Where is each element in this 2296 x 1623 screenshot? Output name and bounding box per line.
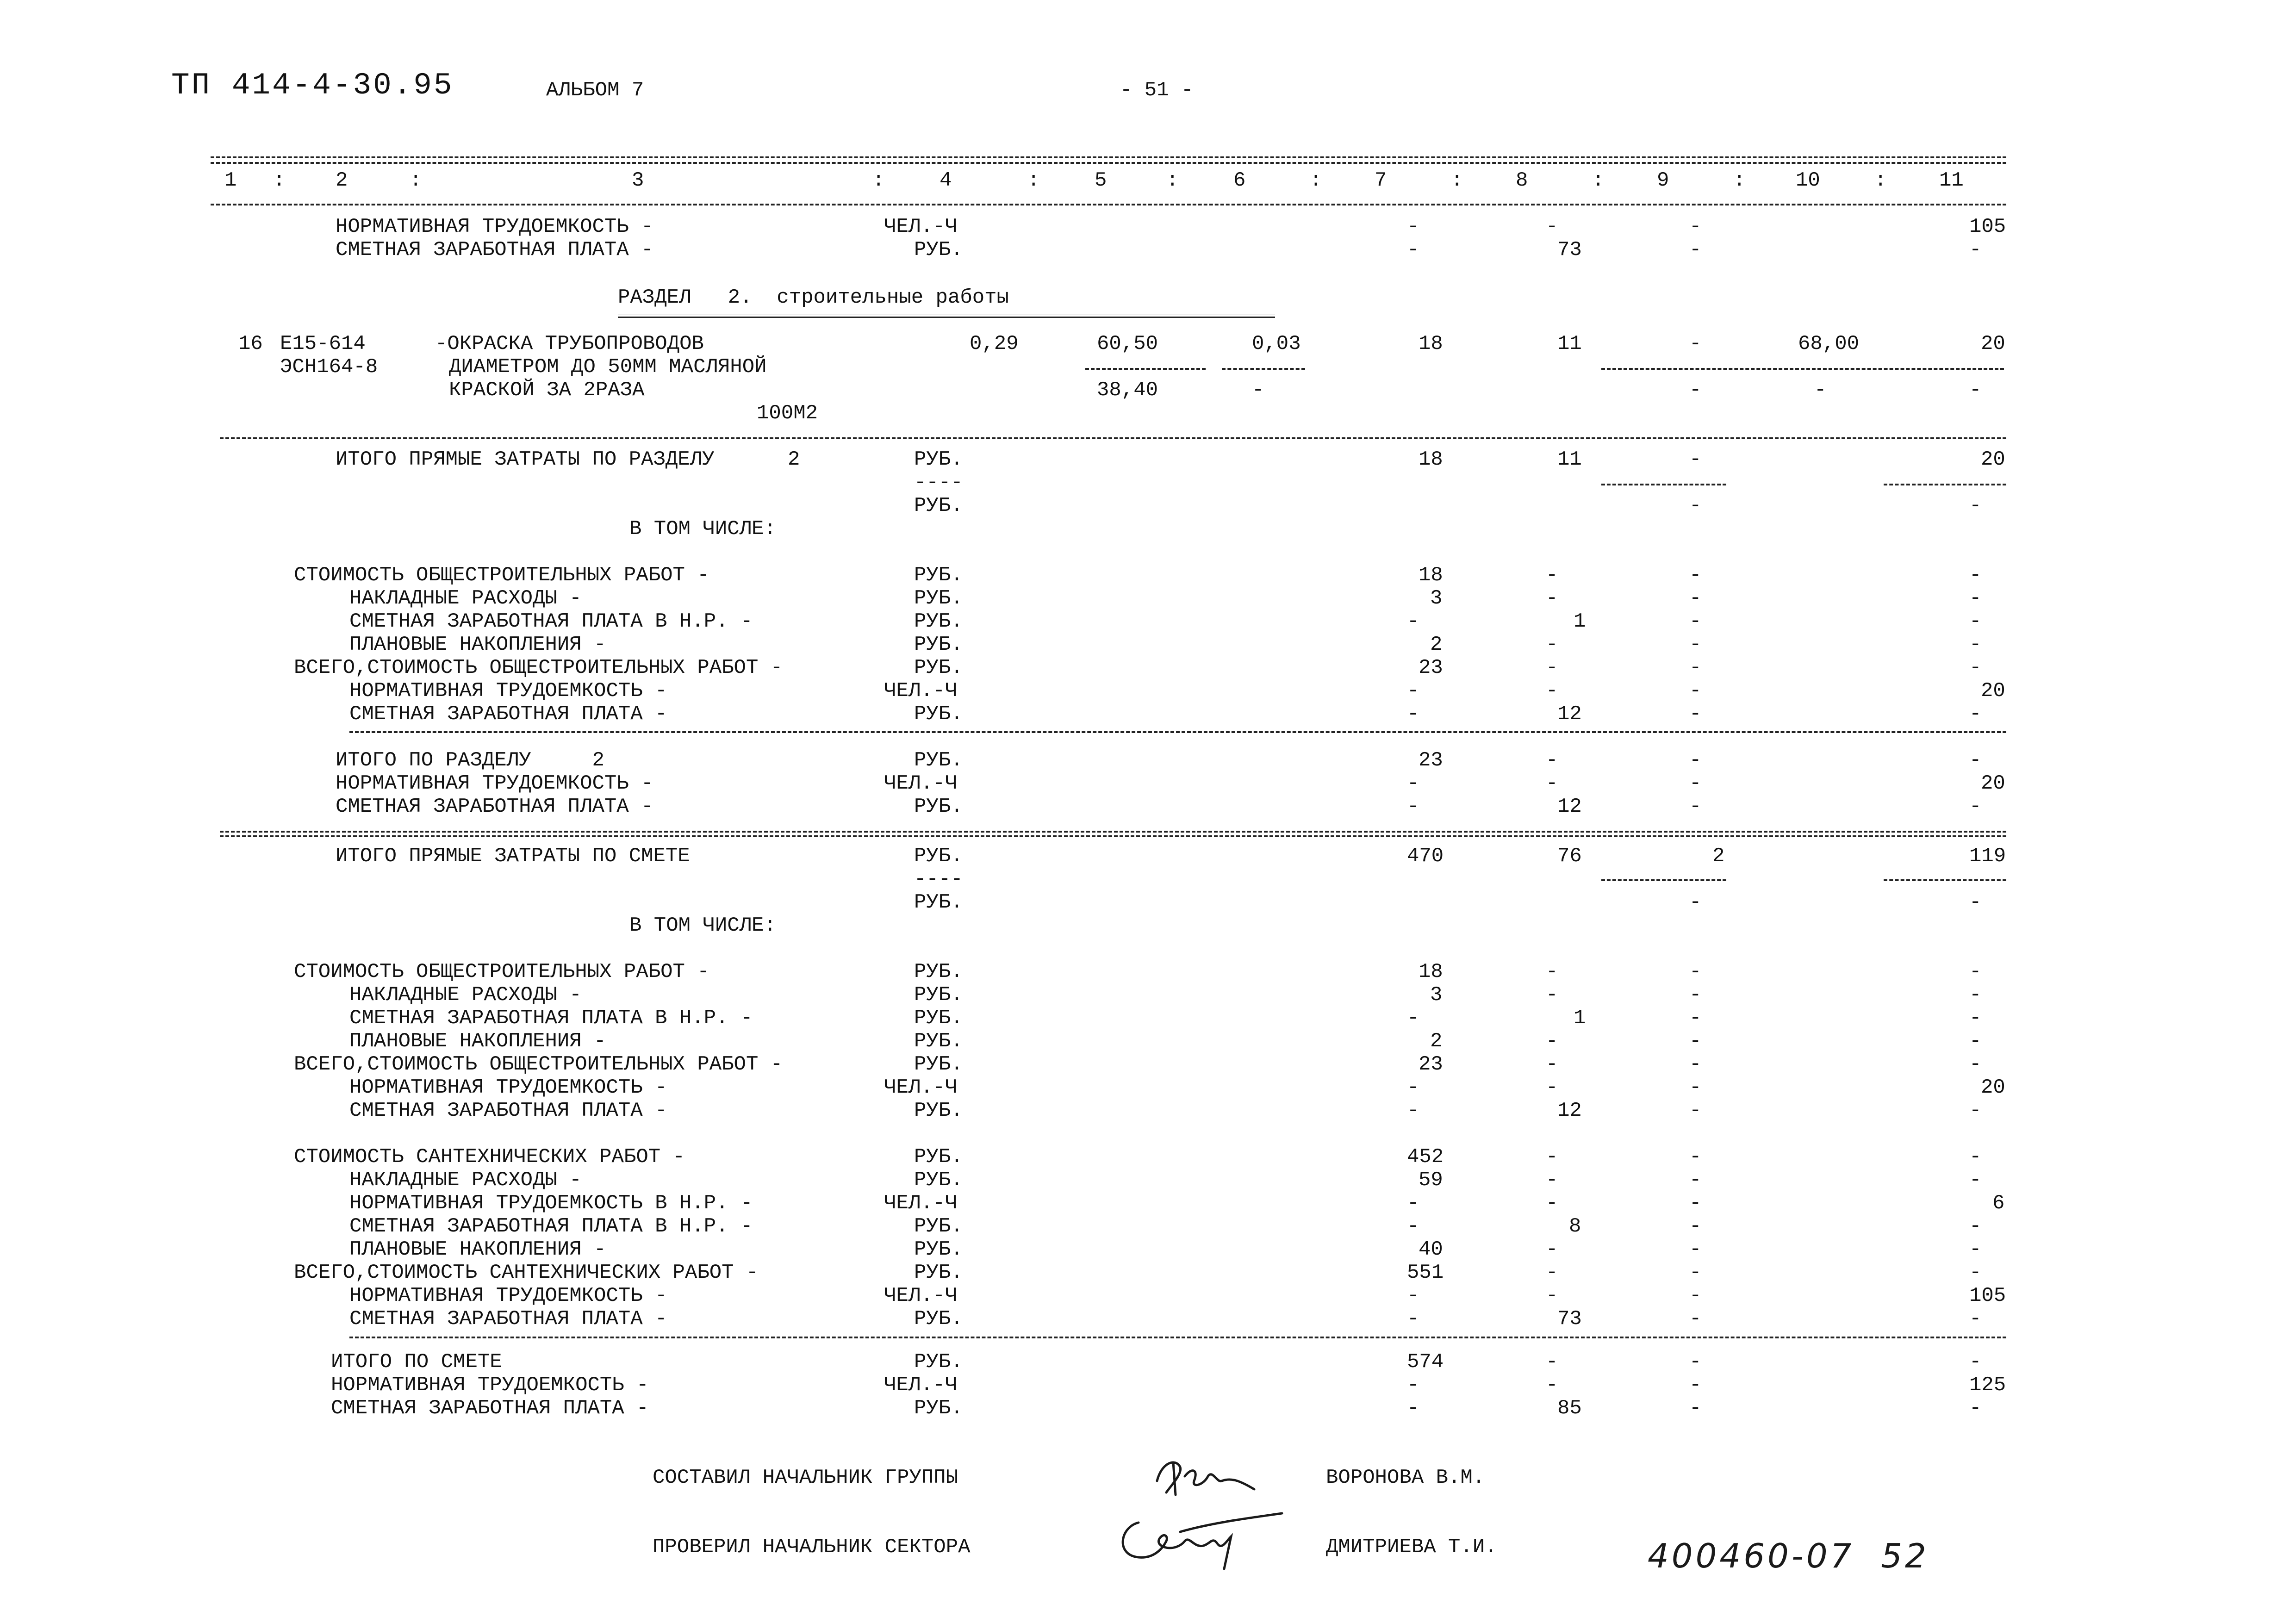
row-label: ИТОГО ПО РАЗДЕЛУ 2: [336, 749, 604, 772]
row-label: СТОИМОСТЬ ОБЩЕСТРОИТЕЛЬНЫХ РАБОТ -: [294, 960, 709, 983]
cell: -: [1689, 1397, 1702, 1420]
row-label: НОРМАТИВНАЯ ТРУДОЕМКОСТЬ -: [331, 1374, 649, 1397]
row-unit: РУБ.: [914, 749, 963, 772]
cell: -: [1969, 1030, 1982, 1053]
cell: 23: [1419, 1053, 1443, 1076]
cell: 68,00: [1798, 332, 1860, 355]
row-divider: [349, 1337, 2006, 1338]
row-unit: ЧЕЛ.-Ч: [884, 1192, 958, 1215]
cell-divider: [1884, 879, 2006, 881]
cell: -: [1689, 749, 1702, 772]
header-bottom-border: [211, 204, 2006, 205]
row-label: НОРМАТИВНАЯ ТРУДОЕМКОСТЬ -: [336, 215, 653, 238]
cell: -: [1689, 1307, 1702, 1331]
col-header-8: 8: [1516, 169, 1528, 192]
row-unit: РУБ.: [914, 448, 963, 471]
col-header-1: 1: [224, 169, 237, 192]
cell: -: [1407, 1099, 1419, 1122]
cell: -: [1689, 772, 1702, 795]
row-unit: РУБ.: [914, 1007, 963, 1030]
cell: -: [1689, 1169, 1702, 1192]
cell: -: [1546, 1030, 1558, 1053]
cell: -: [1969, 1215, 1982, 1238]
cell: 11: [1557, 332, 1582, 355]
row-label: НАКЛАДНЫЕ РАСХОДЫ -: [349, 587, 582, 610]
cell: -: [1407, 238, 1419, 261]
col-header-2: 2: [336, 169, 348, 192]
row-divider: [220, 437, 2006, 439]
cell: 20: [1981, 679, 2005, 703]
cell: -: [1546, 1284, 1558, 1307]
cell: -: [1689, 587, 1702, 610]
row-unit: РУБ.: [914, 656, 963, 679]
cell: -: [1407, 1374, 1419, 1397]
row-label: НАКЛАДНЫЕ РАСХОДЫ -: [349, 983, 582, 1007]
item-number: 16: [238, 332, 263, 355]
cell: -: [1407, 679, 1419, 703]
col-header-11: 11: [1939, 169, 1964, 192]
row-label: ВСЕГО,СТОИМОСТЬ САНТЕХНИЧЕСКИХ РАБОТ -: [294, 1261, 759, 1284]
cell: 2: [1430, 1030, 1443, 1053]
cell: 1: [1574, 1007, 1586, 1030]
cell: -: [1969, 749, 1982, 772]
cell-divider: [1222, 368, 1305, 370]
row-label: ПЛАНОВЫЕ НАКОПЛЕНИЯ -: [349, 1030, 606, 1053]
cell: -: [1689, 1192, 1702, 1215]
cell: -: [1546, 1238, 1558, 1261]
cell: 1: [1574, 610, 1586, 633]
cell: -: [1546, 633, 1558, 656]
item-code: Е15-614: [280, 332, 366, 355]
cell: -: [1689, 891, 1702, 914]
row-unit: РУБ.: [914, 564, 963, 587]
subheading: В ТОМ ЧИСЛЕ:: [629, 517, 776, 541]
cell-divider: [1884, 484, 2006, 485]
cell: 6: [1992, 1192, 2005, 1215]
cell-divider: [1601, 484, 1726, 485]
cell: -: [1689, 379, 1702, 402]
cell: -: [1969, 703, 1982, 726]
cell: -: [1969, 1350, 1982, 1374]
row-unit: ----: [914, 471, 963, 494]
col-sep: :: [1733, 169, 1746, 192]
row-unit: РУБ.: [914, 1099, 963, 1122]
row-label: ПЛАНОВЫЕ НАКОПЛЕНИЯ -: [349, 1238, 606, 1261]
cell: -: [1546, 1350, 1558, 1374]
cell: -: [1407, 1215, 1419, 1238]
album-label: АЛЬБОМ 7: [546, 79, 644, 102]
row-unit: РУБ.: [914, 1030, 963, 1053]
cell: -: [1689, 238, 1702, 261]
row-label: СМЕТНАЯ ЗАРАБОТНАЯ ПЛАТА -: [331, 1397, 649, 1420]
cell: -: [1969, 587, 1982, 610]
row-label: СМЕТНАЯ ЗАРАБОТНАЯ ПЛАТА -: [349, 1307, 667, 1331]
cell: 38,40: [1097, 379, 1158, 402]
cell: -: [1252, 379, 1264, 402]
checked-by-name: ДМИТРИЕВА Т.И.: [1326, 1536, 1497, 1559]
row-unit: ЧЕЛ.-Ч: [884, 1284, 958, 1307]
col-sep: :: [273, 169, 286, 192]
row-unit: РУБ.: [914, 960, 963, 983]
cell: -: [1546, 960, 1558, 983]
cell: 60,50: [1097, 332, 1158, 355]
cell: 12: [1557, 795, 1582, 818]
signature-compiled-icon: [1148, 1449, 1268, 1509]
cell: -: [1969, 1307, 1982, 1331]
cell: -: [1546, 587, 1558, 610]
row-label: НОРМАТИВНАЯ ТРУДОЕМКОСТЬ -: [336, 772, 653, 795]
cell: -: [1407, 1307, 1419, 1331]
row-unit: РУБ.: [914, 795, 963, 818]
row-unit: РУБ.: [914, 891, 963, 914]
cell: -: [1689, 1215, 1702, 1238]
cell: -: [1546, 1076, 1558, 1099]
cell: 40: [1419, 1238, 1443, 1261]
cell: -: [1969, 656, 1982, 679]
cell: 20: [1981, 1076, 2005, 1099]
cell: -: [1546, 215, 1558, 238]
item-description: КРАСКОЙ ЗА 2РАЗА: [449, 379, 645, 402]
col-header-4: 4: [940, 169, 952, 192]
row-label: ВСЕГО,СТОИМОСТЬ ОБЩЕСТРОИТЕЛЬНЫХ РАБОТ -: [294, 656, 783, 679]
cell: -: [1407, 772, 1419, 795]
cell: -: [1689, 1238, 1702, 1261]
cell: -: [1969, 494, 1982, 517]
cell: -: [1969, 960, 1982, 983]
row-label: СМЕТНАЯ ЗАРАБОТНАЯ ПЛАТА -: [349, 703, 667, 726]
cell: 18: [1419, 332, 1443, 355]
row-label: НАКЛАДНЫЕ РАСХОДЫ -: [349, 1169, 582, 1192]
cell: -: [1969, 379, 1982, 402]
cell: -: [1969, 1053, 1982, 1076]
cell: -: [1689, 610, 1702, 633]
cell: 551: [1407, 1261, 1444, 1284]
cell-divider: [1601, 368, 2004, 370]
cell: -: [1689, 679, 1702, 703]
row-unit: РУБ.: [914, 1261, 963, 1284]
row-divider: [349, 731, 2006, 733]
cell: 73: [1557, 1307, 1582, 1331]
cell: 12: [1557, 703, 1582, 726]
cell: -: [1969, 1238, 1982, 1261]
col-header-9: 9: [1657, 169, 1669, 192]
row-unit: РУБ.: [914, 633, 963, 656]
cell: -: [1407, 703, 1419, 726]
cell: -: [1689, 795, 1702, 818]
cell: -: [1407, 610, 1419, 633]
col-sep: :: [1310, 169, 1322, 192]
cell: 105: [1969, 1284, 2006, 1307]
row-label: НОРМАТИВНАЯ ТРУДОЕМКОСТЬ -: [349, 679, 667, 703]
cell: 3: [1430, 983, 1443, 1007]
cell: -: [1689, 960, 1702, 983]
cell: -: [1546, 679, 1558, 703]
col-sep: :: [872, 169, 885, 192]
item-description: ДИАМЕТРОМ ДО 50ММ МАСЛЯНОЙ: [449, 355, 767, 379]
cell: -: [1969, 1397, 1982, 1420]
row-label: ИТОГО ПО СМЕТЕ: [331, 1350, 502, 1374]
row-label: СМЕТНАЯ ЗАРАБОТНАЯ ПЛАТА -: [336, 795, 653, 818]
row-unit: ЧЕЛ.-Ч: [884, 215, 958, 238]
cell: 76: [1557, 845, 1582, 868]
cell: -: [1407, 795, 1419, 818]
row-label: НОРМАТИВНАЯ ТРУДОЕМКОСТЬ -: [349, 1284, 667, 1307]
cell: -: [1546, 772, 1558, 795]
cell: -: [1407, 1397, 1419, 1420]
cell: -: [1969, 1145, 1982, 1169]
cell: 23: [1419, 656, 1443, 679]
row-unit: РУБ.: [914, 238, 963, 261]
table-top-border: [211, 156, 2006, 158]
row-unit: РУБ.: [914, 1397, 963, 1420]
row-unit: РУБ.: [914, 845, 963, 868]
cell: 452: [1407, 1145, 1444, 1169]
cell: -: [1689, 983, 1702, 1007]
cell: -: [1689, 1053, 1702, 1076]
cell: -: [1969, 238, 1982, 261]
cell: -: [1969, 1261, 1982, 1284]
cell: -: [1546, 749, 1558, 772]
cell: -: [1407, 1007, 1419, 1030]
row-divider: [220, 835, 2006, 837]
cell: -: [1546, 656, 1558, 679]
item-code: ЭСН164-8: [280, 355, 378, 379]
cell: -: [1814, 379, 1827, 402]
row-label: СТОИМОСТЬ ОБЩЕСТРОИТЕЛЬНЫХ РАБОТ -: [294, 564, 709, 587]
cell: -: [1689, 1007, 1702, 1030]
cell: -: [1407, 215, 1419, 238]
row-unit: РУБ.: [914, 1169, 963, 1192]
document-code: ТП 414-4-30.95: [171, 68, 454, 103]
cell-divider: [1085, 368, 1206, 370]
compiled-by-label: СОСТАВИЛ НАЧАЛЬНИК ГРУППЫ: [653, 1466, 958, 1489]
cell: 85: [1557, 1397, 1582, 1420]
row-unit: РУБ.: [914, 1215, 963, 1238]
col-sep: :: [1874, 169, 1887, 192]
cell: -: [1546, 1374, 1558, 1397]
col-header-3: 3: [632, 169, 644, 192]
checked-by-label: ПРОВЕРИЛ НАЧАЛЬНИК СЕКТОРА: [653, 1536, 971, 1559]
archive-number: 400460-07 52: [1648, 1536, 1929, 1575]
col-sep: :: [410, 169, 422, 192]
cell: -: [1546, 983, 1558, 1007]
row-label: СМЕТНАЯ ЗАРАБОТНАЯ ПЛАТА В Н.Р. -: [349, 610, 753, 633]
cell: -: [1689, 448, 1702, 471]
cell: 574: [1407, 1350, 1444, 1374]
cell: -: [1546, 1192, 1558, 1215]
cell: 125: [1969, 1374, 2006, 1397]
cell: -: [1689, 1030, 1702, 1053]
row-unit: РУБ.: [914, 1307, 963, 1331]
cell: -: [1407, 1076, 1419, 1099]
row-label: ПЛАНОВЫЕ НАКОПЛЕНИЯ -: [349, 633, 606, 656]
cell: 18: [1419, 448, 1443, 471]
cell: -: [1407, 1284, 1419, 1307]
cell: -: [1969, 1169, 1982, 1192]
cell: -: [1969, 1099, 1982, 1122]
cell: 0,29: [970, 332, 1019, 355]
cell: -: [1969, 610, 1982, 633]
row-label: ИТОГО ПРЯМЫЕ ЗАТРАТЫ ПО СМЕТЕ: [336, 845, 690, 868]
row-unit: РУБ.: [914, 587, 963, 610]
cell: -: [1689, 1350, 1702, 1374]
cell: 20: [1981, 772, 2005, 795]
cell: -: [1689, 656, 1702, 679]
subheading: В ТОМ ЧИСЛЕ:: [629, 914, 776, 937]
cell: 20: [1981, 448, 2005, 471]
cell: 18: [1419, 960, 1443, 983]
cell: 12: [1557, 1099, 1582, 1122]
cell: -: [1689, 703, 1702, 726]
cell: -: [1689, 494, 1702, 517]
row-unit: РУБ.: [914, 1053, 963, 1076]
row-label: СМЕТНАЯ ЗАРАБОТНАЯ ПЛАТА В Н.Р. -: [349, 1215, 753, 1238]
row-divider: [220, 831, 2006, 833]
cell: 2: [1430, 633, 1443, 656]
cell: -: [1689, 633, 1702, 656]
row-label: СМЕТНАЯ ЗАРАБОТНАЯ ПЛАТА -: [336, 238, 653, 261]
cell: -: [1689, 1261, 1702, 1284]
section-title: РАЗДЕЛ 2. строительные работы: [618, 286, 1009, 309]
row-unit: РУБ.: [914, 983, 963, 1007]
col-header-5: 5: [1095, 169, 1107, 192]
cell: -: [1689, 1099, 1702, 1122]
cell: 23: [1419, 749, 1443, 772]
cell: 20: [1981, 332, 2005, 355]
cell: -: [1407, 1192, 1419, 1215]
cell: -: [1969, 795, 1982, 818]
cell: 18: [1419, 564, 1443, 587]
row-unit: РУБ.: [914, 610, 963, 633]
cell: -: [1969, 983, 1982, 1007]
cell: -: [1546, 564, 1558, 587]
cell: 0,03: [1252, 332, 1301, 355]
col-sep: :: [1166, 169, 1179, 192]
cell: -: [1689, 1284, 1702, 1307]
table-top-border-2: [211, 162, 2006, 164]
row-unit: ЧЕЛ.-Ч: [884, 772, 958, 795]
cell: -: [1689, 564, 1702, 587]
row-label: НОРМАТИВНАЯ ТРУДОЕМКОСТЬ -: [349, 1076, 667, 1099]
cell: -: [1969, 891, 1982, 914]
cell: -: [1546, 1261, 1558, 1284]
cell: -: [1689, 215, 1702, 238]
row-unit: ЧЕЛ.-Ч: [884, 1374, 958, 1397]
cell: -: [1969, 1007, 1982, 1030]
cell-divider: [1601, 879, 1726, 881]
row-label: НОРМАТИВНАЯ ТРУДОЕМКОСТЬ В Н.Р. -: [349, 1192, 753, 1215]
col-sep: :: [1027, 169, 1040, 192]
cell: 8: [1569, 1215, 1581, 1238]
col-sep: :: [1592, 169, 1605, 192]
item-unit: 100М2: [757, 402, 818, 425]
cell: 3: [1430, 587, 1443, 610]
section-title-underline: [618, 314, 1275, 318]
row-unit: РУБ.: [914, 1145, 963, 1169]
cell: 2: [1712, 845, 1725, 868]
cell: -: [1689, 332, 1702, 355]
row-unit: РУБ.: [914, 494, 963, 517]
col-sep: :: [1451, 169, 1463, 192]
signature-checked-icon: [1111, 1504, 1287, 1573]
col-header-10: 10: [1796, 169, 1820, 192]
cell: 11: [1557, 448, 1582, 471]
page-number: - 51 -: [1120, 79, 1194, 102]
cell: 470: [1407, 845, 1444, 868]
row-unit: РУБ.: [914, 1238, 963, 1261]
row-unit: ЧЕЛ.-Ч: [884, 679, 958, 703]
cell: -: [1969, 633, 1982, 656]
row-unit: РУБ.: [914, 1350, 963, 1374]
row-label: СМЕТНАЯ ЗАРАБОТНАЯ ПЛАТА В Н.Р. -: [349, 1007, 753, 1030]
row-label: ВСЕГО,СТОИМОСТЬ ОБЩЕСТРОИТЕЛЬНЫХ РАБОТ -: [294, 1053, 783, 1076]
cell: -: [1689, 1076, 1702, 1099]
cell: 73: [1557, 238, 1582, 261]
cell: -: [1969, 564, 1982, 587]
row-unit: ЧЕЛ.-Ч: [884, 1076, 958, 1099]
compiled-by-name: ВОРОНОВА В.М.: [1326, 1466, 1485, 1489]
cell: -: [1546, 1053, 1558, 1076]
cell: 105: [1969, 215, 2006, 238]
cell: -: [1689, 1145, 1702, 1169]
row-unit: ----: [914, 868, 963, 891]
row-unit: РУБ.: [914, 703, 963, 726]
cell: 59: [1419, 1169, 1443, 1192]
cell: -: [1546, 1169, 1558, 1192]
row-label: СМЕТНАЯ ЗАРАБОТНАЯ ПЛАТА -: [349, 1099, 667, 1122]
col-header-6: 6: [1233, 169, 1246, 192]
item-description: -ОКРАСКА ТРУБОПРОВОДОВ: [435, 332, 704, 355]
cell: -: [1546, 1145, 1558, 1169]
col-header-7: 7: [1375, 169, 1387, 192]
row-label: СТОИМОСТЬ САНТЕХНИЧЕСКИХ РАБОТ -: [294, 1145, 685, 1169]
cell: 119: [1969, 845, 2006, 868]
cell: -: [1689, 1374, 1702, 1397]
row-label: ИТОГО ПРЯМЫЕ ЗАТРАТЫ ПО РАЗДЕЛУ 2: [336, 448, 800, 471]
